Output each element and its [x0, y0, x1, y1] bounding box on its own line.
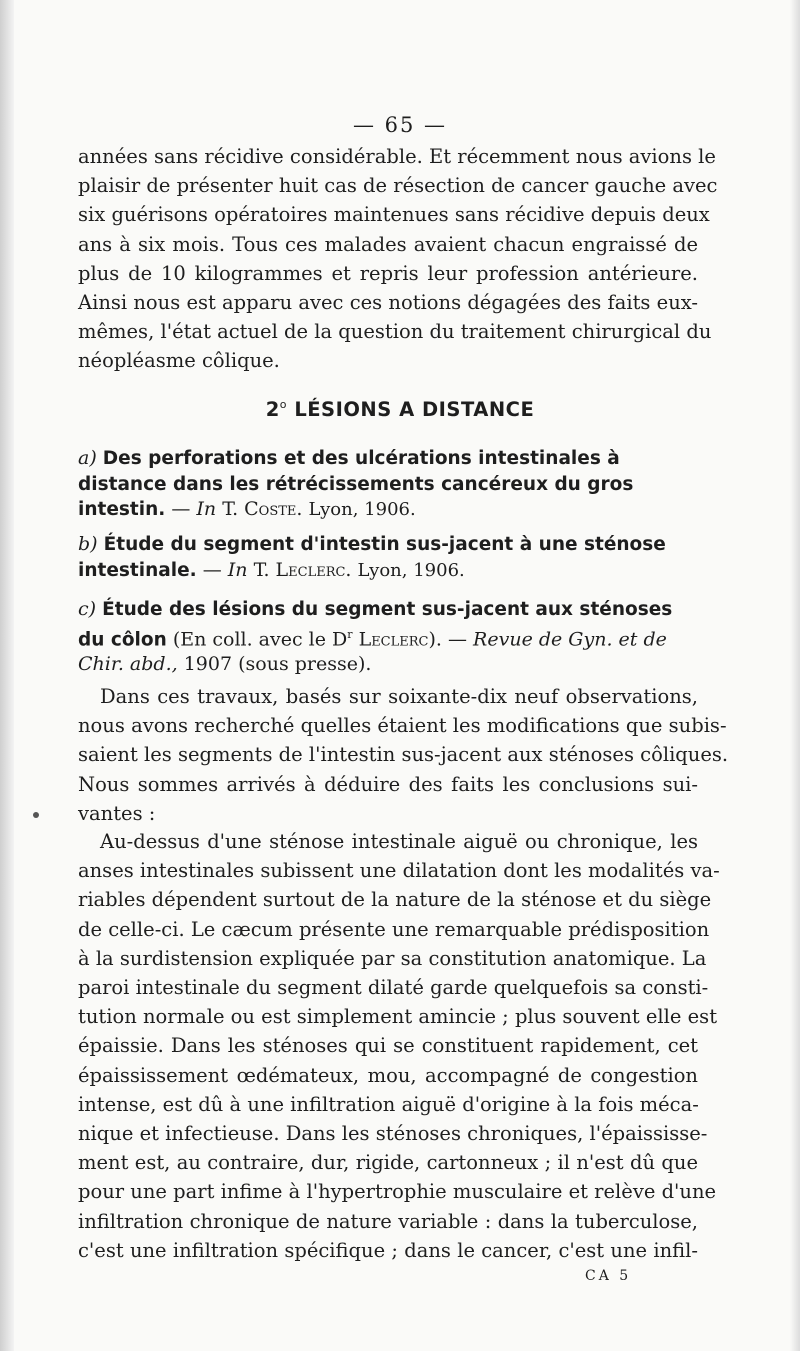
paragraph-line: épaississement œdémateux, mou, accompagné de congestion: [78, 1063, 698, 1087]
intro-line: mêmes, l'état actuel de la question du traitement chirurgical du: [78, 320, 712, 344]
reference-collab-name: Leclerc).: [358, 627, 442, 650]
paragraph-line: ment est, au contraire, dur, rigide, cartonneux ; il n'est dû que: [78, 1151, 698, 1175]
paragraph-line: à la surdistension expliquée par sa constitution anatomique. La: [78, 946, 707, 970]
intro-line: néopléasme côlique.: [78, 349, 280, 373]
paragraph-line: pour une part infime à l'hypertrophie musculaire et relève d'une: [78, 1180, 717, 1204]
paragraph-line: anses intestinales subissent une dilatation dont les modalités va-: [78, 859, 720, 883]
section-number-sup: o: [279, 398, 288, 411]
reference-label: b): [78, 533, 98, 555]
paragraph-line: tution normale ou est simplement amincie ; plus souvent elle est: [78, 1005, 718, 1029]
reference-collab: (En coll. avec le D: [172, 627, 348, 650]
reference-dash: —: [171, 498, 191, 520]
reference-title-line: du côlon: [78, 628, 167, 650]
reference-author: T. Coste.: [222, 498, 303, 520]
intro-line: plaisir de présenter huit cas de résection de cancer gauche avec: [78, 174, 718, 198]
intro-paragraph: [78, 142, 718, 376]
page-left-edge-shadow: [0, 0, 14, 1351]
paragraph-2: [78, 827, 720, 1265]
reference-title-line: distance dans les rétrécissements cancéreux du gros: [78, 473, 634, 495]
section-title: LÉSIONS A DISTANCE: [294, 398, 535, 421]
paragraph-line: Nous sommes arrivés à déduire des faits les conclusions sui-: [78, 772, 698, 796]
paragraph-1: [78, 682, 729, 828]
paragraph-line: c'est une infiltration spécifique ; dans le cancer, c'est une infil-: [78, 1238, 698, 1262]
reference-in: In: [196, 498, 217, 520]
reference-author: T. Leclerc.: [253, 558, 352, 581]
reference-dash: —: [202, 558, 222, 581]
reference-in: In: [227, 558, 248, 581]
paragraph-line: riables dépendent surtout de la nature de la sténose et du siège: [78, 888, 712, 912]
paragraph-line: saient les segments de l'intestin sus-jacent aux sténoses côliques.: [78, 743, 729, 767]
reference-year: 1907 (sous presse).: [183, 653, 372, 676]
intro-line: ans à six mois. Tous ces malades avaient chacun engraissé de: [78, 232, 698, 256]
reference-journal: Revue de Gyn. et de: [473, 627, 667, 650]
paragraph-line: Au-dessus d'une sténose intestinale aiguë ou chronique, les: [100, 830, 698, 853]
paragraph-line: paroi intestinale du segment dilaté garde quelquefois sa consti-: [78, 976, 709, 1000]
reference-title-line: Des perforations et des ulcérations intestinales à: [102, 448, 620, 469]
reference-dash: —: [448, 627, 467, 650]
reference-place: Lyon, 1906.: [357, 559, 465, 581]
signature-mark: CA 5: [585, 1268, 632, 1284]
reference-b: [78, 532, 698, 583]
ink-spot: [33, 812, 39, 818]
reference-title-line: Étude du segment d'intestin sus-jacent à une sténose: [103, 534, 666, 555]
page-number: — 65 —: [352, 113, 448, 137]
intro-line: plus de 10 kilogrammes et repris leur profession antérieure.: [78, 261, 698, 285]
intro-line: années sans récidive considérable. Et récemment nous avions le: [78, 145, 716, 168]
reference-label: a): [78, 447, 97, 469]
reference-title-line: intestin.: [78, 499, 166, 520]
page-right-edge-shadow: [790, 0, 800, 1351]
paragraph-line: nique et infectieuse. Dans les sténoses chroniques, l'épaississe-: [78, 1122, 708, 1146]
reference-label: c): [78, 598, 97, 620]
paragraph-line: nous avons recherché quelles étaient les modifications que subis-: [78, 714, 727, 738]
section-heading: [0, 398, 800, 421]
reference-title-line: Étude des lésions du segment sus-jacent aux sténoses: [102, 599, 673, 620]
paragraph-line: épaissie. Dans les sténoses qui se constituent rapidement, cet: [78, 1034, 698, 1058]
reference-place: Lyon, 1906.: [308, 499, 416, 520]
reference-a: [78, 446, 698, 523]
paragraph-line: Dans ces travaux, basés sur soixante-dix neuf observations,: [100, 685, 698, 708]
paragraph-line: infiltration chronique de nature variable : dans la tuberculose,: [78, 1209, 698, 1233]
intro-line: Ainsi nous est apparu avec ces notions dégagées des faits eux-: [78, 291, 698, 315]
reference-journal-cont: Chir. abd.,: [78, 653, 178, 676]
reference-c: [78, 597, 698, 677]
intro-line: six guérisons opératoires maintenues sans récidive depuis deux: [78, 203, 710, 227]
reference-title-line: intestinale.: [78, 559, 197, 581]
paragraph-line: intense, est dû à une infiltration aiguë d'origine à la fois méca-: [78, 1092, 699, 1116]
paragraph-line: de celle-ci. Le cæcum présente une remarquable prédisposition: [78, 917, 710, 941]
reference-collab-sup: r: [347, 627, 353, 641]
paragraph-line: vantes :: [78, 801, 156, 825]
section-number: 2: [265, 398, 280, 421]
